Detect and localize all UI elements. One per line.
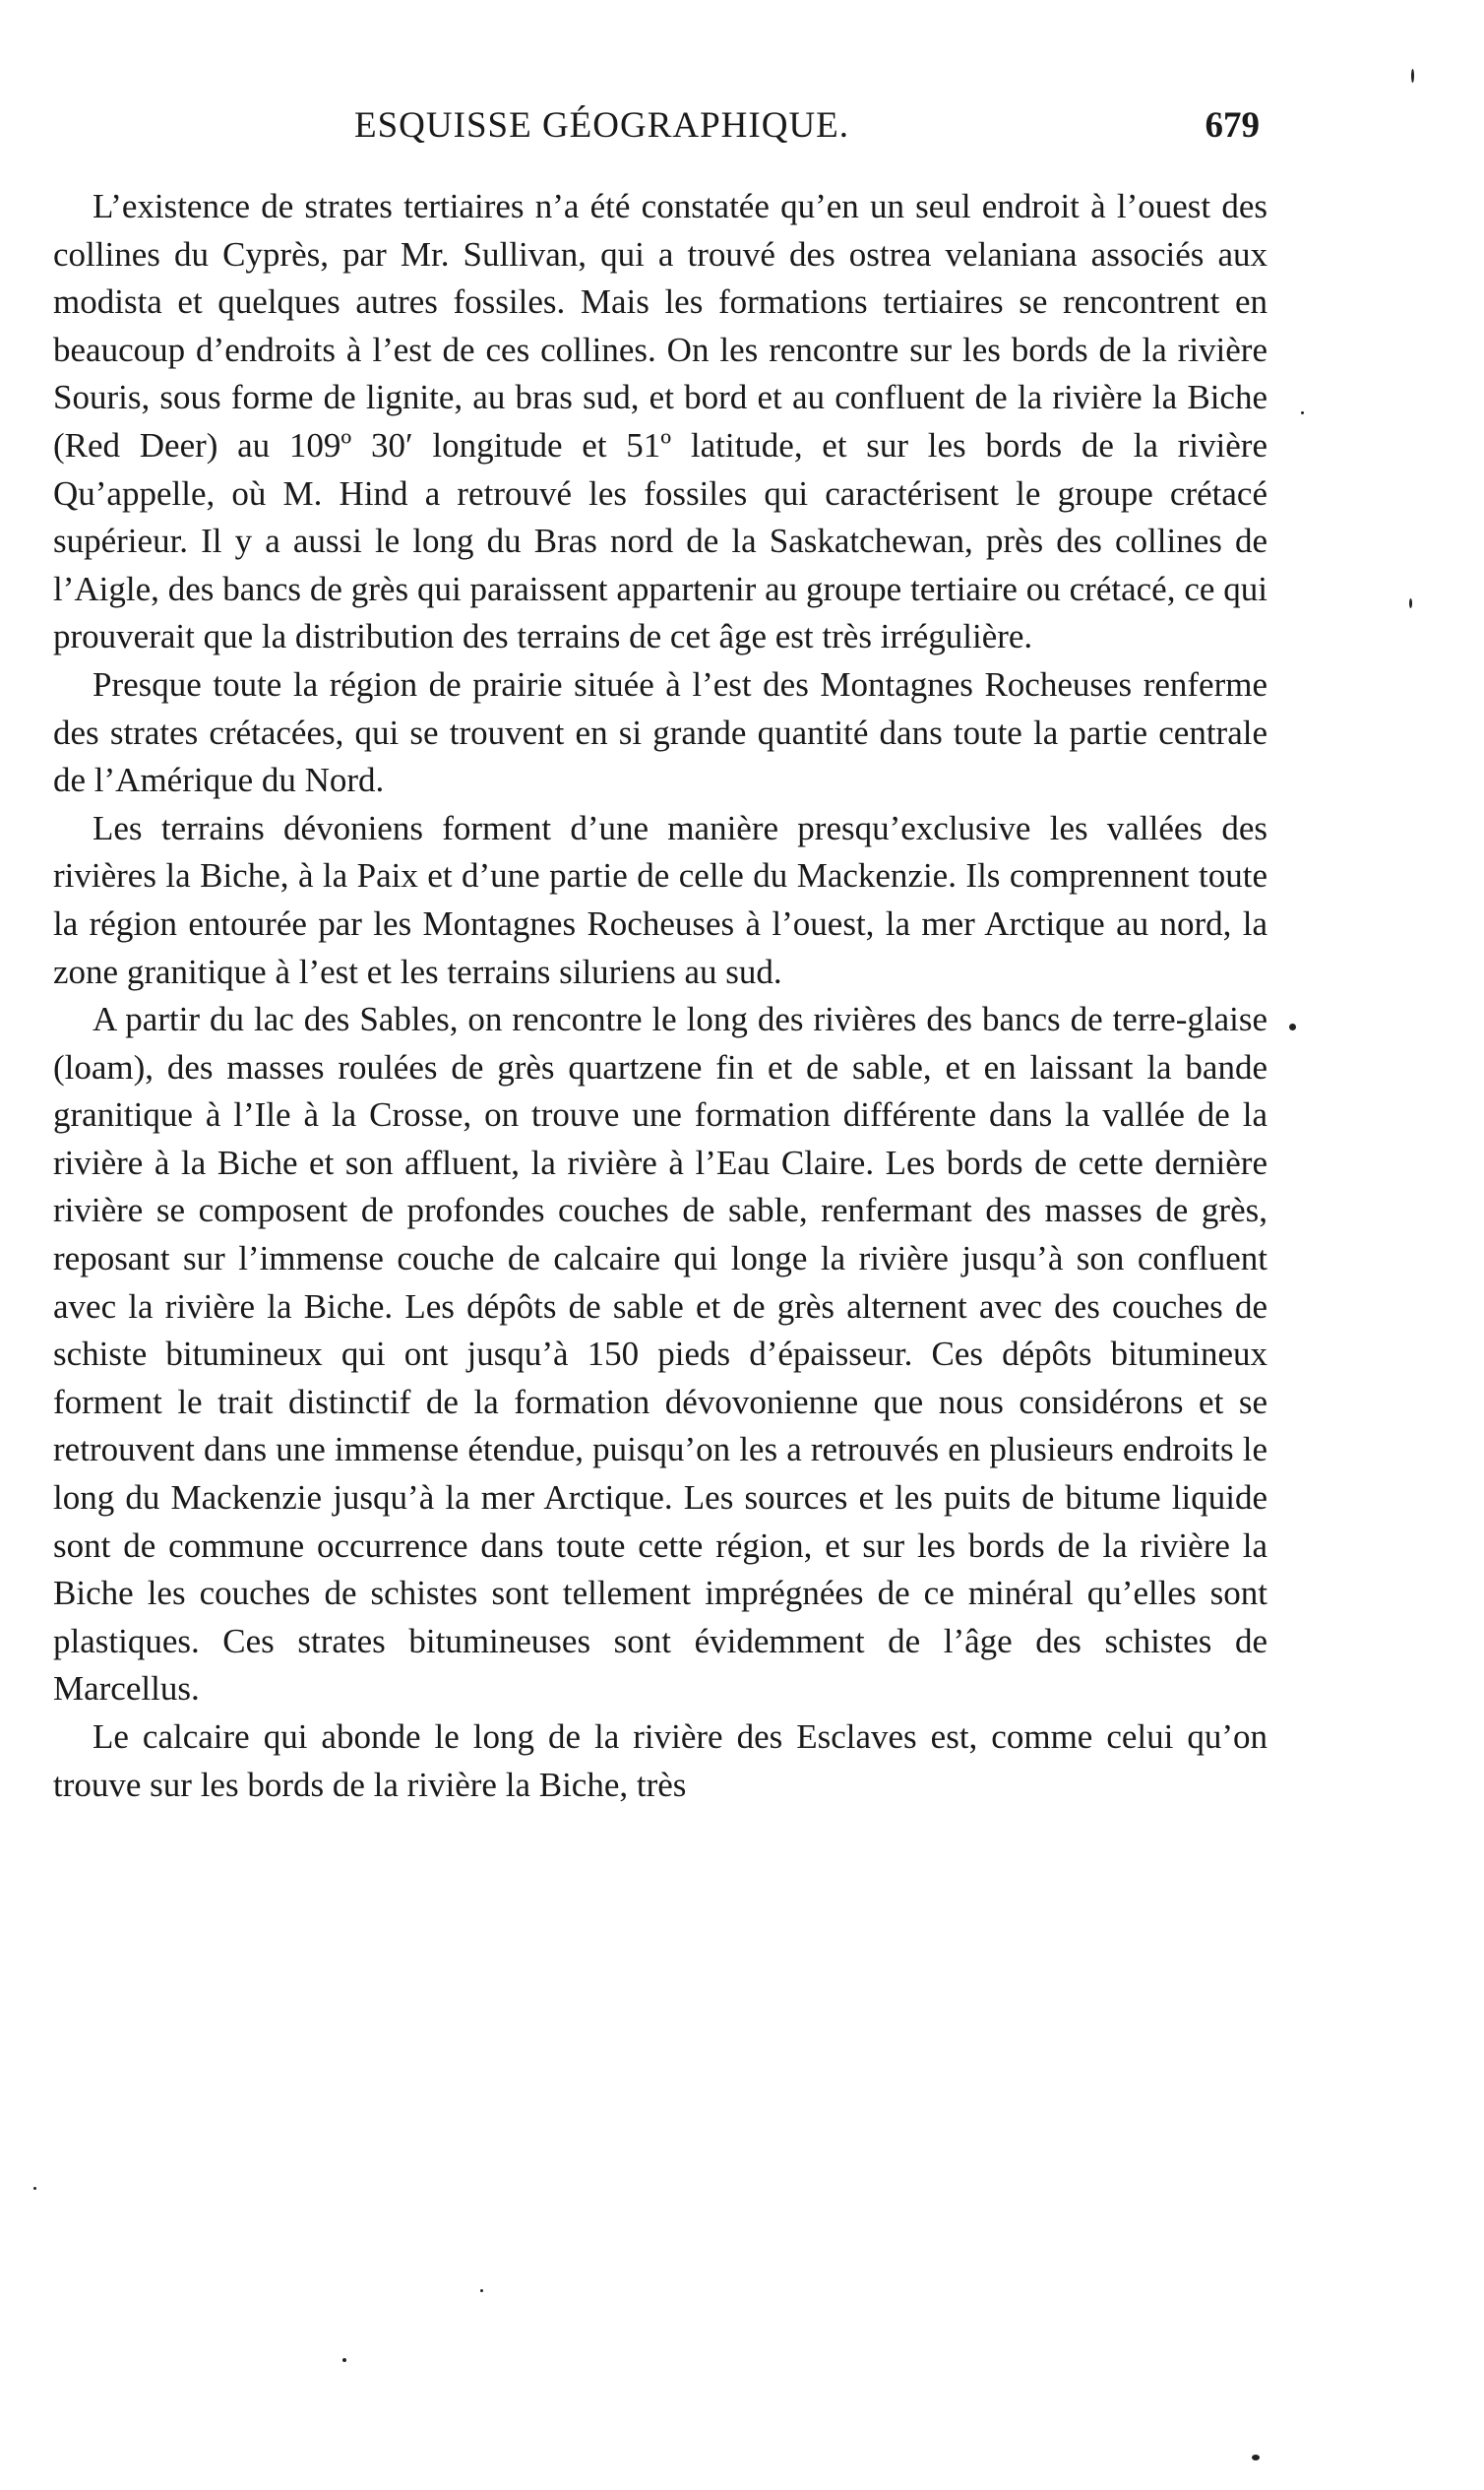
print-speck xyxy=(342,2358,346,2362)
print-speck xyxy=(1252,2455,1260,2460)
running-title: ESQUISSE GÉOGRAPHIQUE. xyxy=(354,105,850,146)
print-speck xyxy=(480,2289,483,2292)
paragraph-cretaceous-prairie: Presque toute la région de prairie située à l’est des Montagnes Rocheuses renferme des strates crétacées, qui se trouvent en si grande quantité dans toute la partie centrale de l’Amérique du Nord. xyxy=(53,664,1268,800)
print-speck xyxy=(1289,1024,1296,1030)
running-head xyxy=(59,104,1260,154)
body-text xyxy=(53,183,1268,1809)
print-speck xyxy=(1301,411,1304,414)
paragraph-limestone: Le calcaire qui abonde le long de la rivière des Esclaves est, comme celui qu’on trouve sur les bords de la rivière la Biche, très xyxy=(53,1717,1268,1804)
paragraph-devonian-terrains: Les terrains dévoniens forment d’une manière presqu’exclusive les vallées des rivières la Biche, à la Paix et d’une partie de celle du Mackenzie. Ils comprennent toute la région entourée par les Montagnes Rocheuses à l’ouest, la mer Arctique au nord, la zone granitique à l’est et les terrains siluriens au sud. xyxy=(53,808,1268,991)
paragraph-tertiary-strata: L’existence de strates tertiaires n’a été constatée qu’en un seul endroit à l’ouest des collines du Cyprès, par Mr. Sullivan, qui a trouvé des ostrea velaniana associés aux modista et quelques autres fossiles. Mais les formations tertiaires se rencontrent en beaucoup d’endroits à l’est de ces collines. On les rencontre sur les bords de la rivière Souris, sous forme de lignite, au bras sud, et bord et au confluent de la rivière la Biche (Red Deer) au 109º 30′ longitude et 51º latitude, et sur les bords de la rivière Qu’appelle, où M. Hind a retrouvé les fossiles qui caractérisent le groupe crétacé supérieur. Il y a aussi le long du Bras nord de la Saskatchewan, près des collines de l’Aigle, des bancs de grès qui paraissent appartenir au groupe tertiaire ou crétacé, ce qui prouverait que la distribution des terrains de cet âge est très irrégulière. xyxy=(53,187,1268,656)
page-number: 679 xyxy=(1205,105,1260,146)
print-speck xyxy=(33,2187,36,2190)
print-speck xyxy=(1409,598,1412,608)
print-speck xyxy=(1411,69,1414,83)
paragraph-bituminous-deposits: A partir du lac des Sables, on rencontre le long des rivières des bancs de terre-glaise (loam), des masses roulées de grès quartzene fin et de sable, et en laissant la bande granitique à l’Ile à la Crosse, on trouve une formation différente dans la vallée de la rivière à la Biche et son affluent, la rivière à l’Eau Claire. Les bords de cette dernière rivière se composent de profondes couches de sable, renfermant des masses de grès, reposant sur l’immense couche de calcaire qui longe la rivière jusqu’à son confluent avec la rivière la Biche. Les dépôts de sable et de grès alternent avec des couches de schiste bitumineux qui ont jusqu’à 150 pieds d’épaisseur. Ces dépôts bitumineux forment le trait distinctif de la formation dévovonienne que nous considérons et se retrouvent dans une immense étendue, puisqu’on les a retrouvés en plusieurs endroits le long du Mackenzie jusqu’à la mer Arctique. Les sources et les puits de bitume liquide sont de commune occurrence dans toute cette région, et sur les bords de la rivière la Biche les couches de schistes sont tellement imprégnées de ce minéral qu’elles sont plastiques. Ces strates bitumineuses sont évidemment de l’âge des schistes de Marcellus. xyxy=(53,1000,1268,1709)
